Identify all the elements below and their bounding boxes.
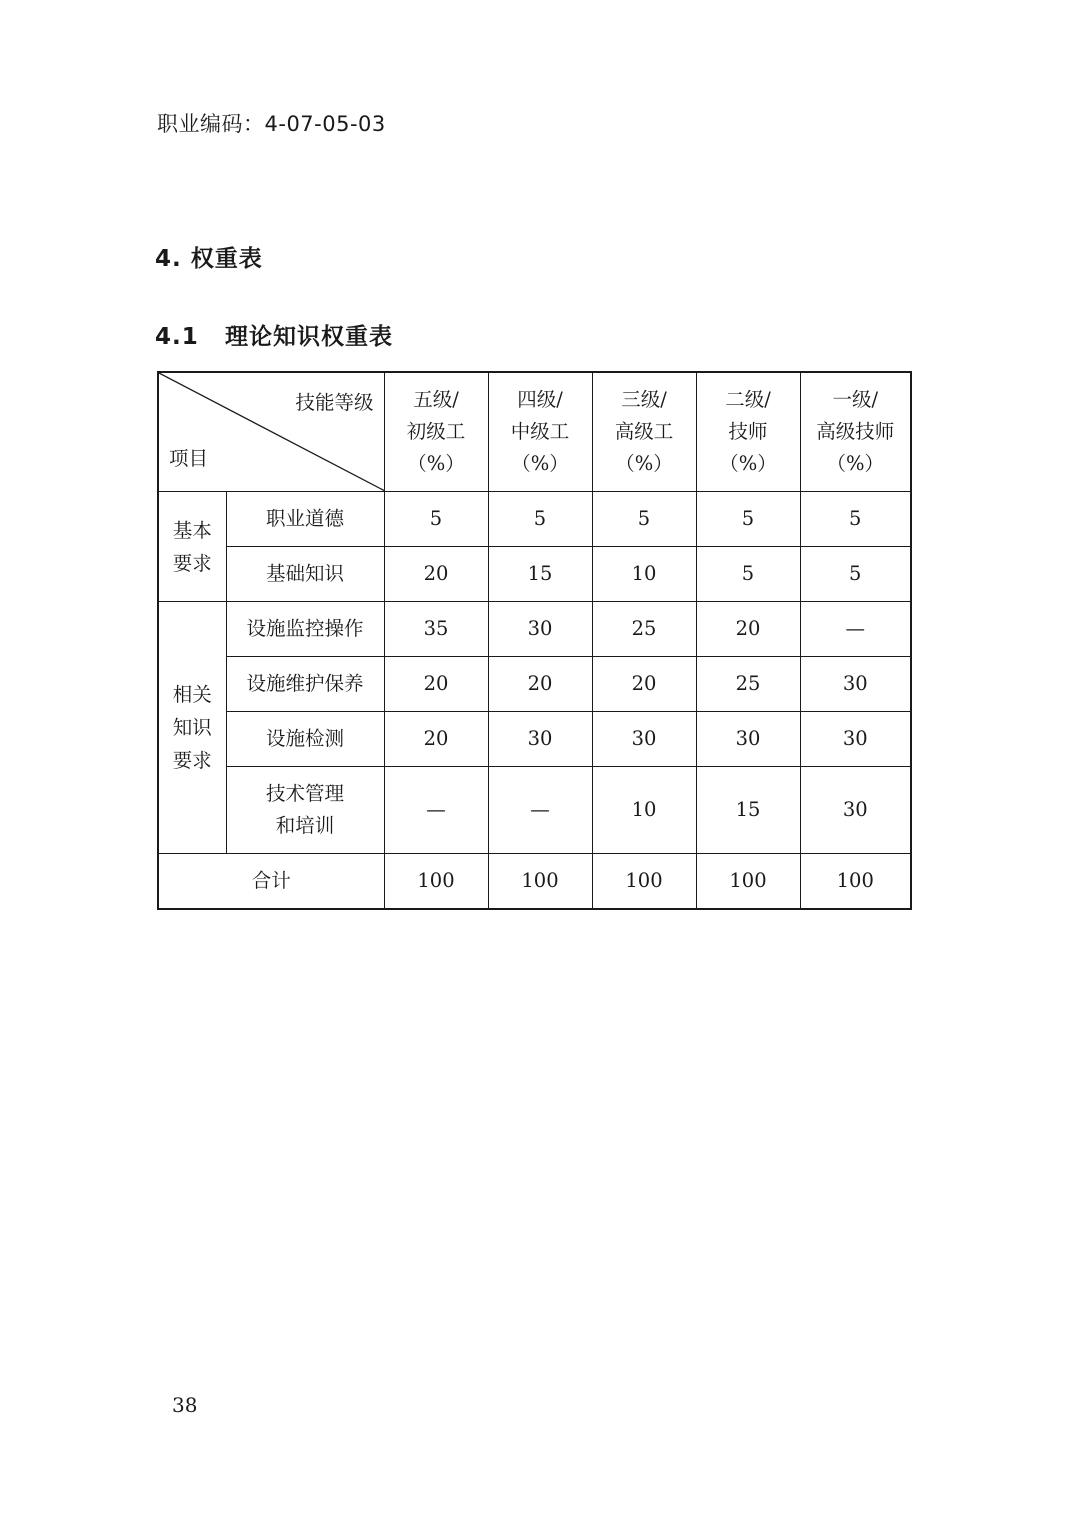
table-row <box>158 767 911 854</box>
row-label: 设施监控操作 <box>226 602 384 657</box>
table-cell: — <box>384 767 488 854</box>
subsection-title <box>155 318 393 351</box>
section-title: 4. 权重表 <box>155 246 263 272</box>
subsection-text: 理论知识权重表 <box>225 324 393 350</box>
row-label: 职业道德 <box>226 492 384 547</box>
col-header-level1: 一级/ 高级技师 （%） <box>800 372 911 492</box>
table-cell: 5 <box>800 492 911 547</box>
table-cell: 20 <box>696 602 800 657</box>
table-cell: 25 <box>696 657 800 712</box>
total-cell: 100 <box>696 854 800 910</box>
table-row <box>158 712 911 767</box>
table-row <box>158 492 911 547</box>
table-cell: 30 <box>592 712 696 767</box>
table-cell: 5 <box>696 492 800 547</box>
table-cell: 35 <box>384 602 488 657</box>
total-row <box>158 854 911 910</box>
total-cell: 100 <box>488 854 592 910</box>
table-cell: 10 <box>592 547 696 602</box>
col-header-level3: 三级/ 高级工 （%） <box>592 372 696 492</box>
row-label: 设施检测 <box>226 712 384 767</box>
table-cell: 15 <box>488 547 592 602</box>
table-cell: 5 <box>488 492 592 547</box>
table-row <box>158 657 911 712</box>
table-cell: 30 <box>800 767 911 854</box>
table-cell: 5 <box>800 547 911 602</box>
table-row <box>158 602 911 657</box>
total-cell: 100 <box>592 854 696 910</box>
col-header-level2: 二级/ 技师 （%） <box>696 372 800 492</box>
group-basic-requirements: 基本 要求 <box>158 492 226 602</box>
total-cell: 100 <box>384 854 488 910</box>
table-cell: 5 <box>592 492 696 547</box>
row-label: 技术管理 和培训 <box>226 767 384 854</box>
corner-label-skill-level: 技能等级 <box>295 391 374 414</box>
table-cell: — <box>488 767 592 854</box>
table-cell: 20 <box>384 712 488 767</box>
table-cell: 20 <box>384 547 488 602</box>
table-cell: 20 <box>488 657 592 712</box>
table-cell: 5 <box>384 492 488 547</box>
table-cell: 20 <box>384 657 488 712</box>
table-cell: 30 <box>488 602 592 657</box>
table-header-row <box>158 372 911 492</box>
table-cell: 30 <box>800 712 911 767</box>
corner-cell <box>158 372 384 492</box>
corner-label-item: 项目 <box>169 447 209 470</box>
occupation-code: 职业编码：4-07-05-03 <box>157 112 386 136</box>
table-cell: — <box>800 602 911 657</box>
weight-table <box>157 371 912 910</box>
page-number: 38 <box>172 1393 198 1417</box>
row-label: 设施维护保养 <box>226 657 384 712</box>
table-cell: 20 <box>592 657 696 712</box>
subsection-number: 4.1 <box>155 324 199 350</box>
total-label: 合计 <box>158 854 384 910</box>
table-cell: 15 <box>696 767 800 854</box>
table-row <box>158 547 911 602</box>
col-header-level5: 五级/ 初级工 （%） <box>384 372 488 492</box>
table-cell: 30 <box>800 657 911 712</box>
table-cell: 25 <box>592 602 696 657</box>
total-cell: 100 <box>800 854 911 910</box>
row-label: 基础知识 <box>226 547 384 602</box>
table-cell: 30 <box>488 712 592 767</box>
table-cell: 10 <box>592 767 696 854</box>
group-related-knowledge: 相关 知识 要求 <box>158 602 226 854</box>
table-cell: 5 <box>696 547 800 602</box>
col-header-level4: 四级/ 中级工 （%） <box>488 372 592 492</box>
table-cell: 30 <box>696 712 800 767</box>
